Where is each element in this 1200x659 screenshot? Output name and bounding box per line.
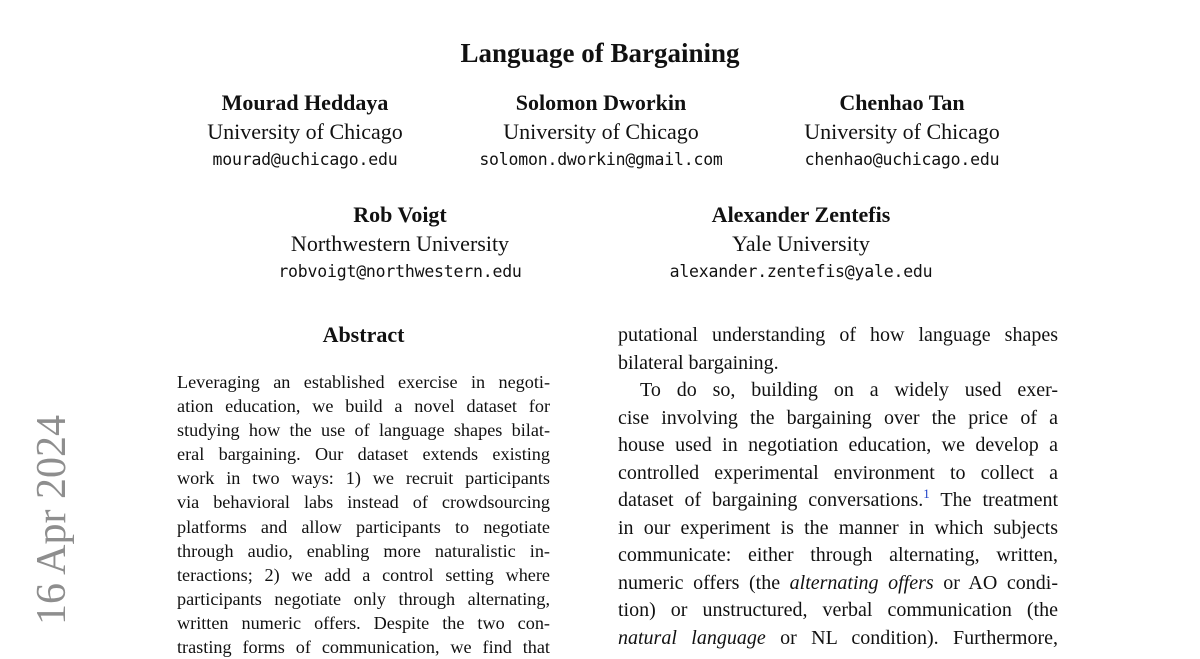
emphasis-text: natural language (618, 626, 766, 649)
abstract-line: studying how the use of language shapes bilat- (177, 420, 550, 441)
abstract-line: via behavioral labs instead of crowdsourcing (177, 492, 550, 513)
body-text-column (618, 322, 1058, 652)
author-email[interactable]: solomon.dworkin@gmail.com (479, 150, 723, 169)
body-text: or AO condi- (933, 571, 1058, 594)
body-line (618, 570, 1058, 598)
author-name: Solomon Dworkin (515, 90, 687, 115)
body-text: or NL condition). Furthermore, (765, 626, 1058, 649)
author-block (278, 200, 521, 286)
author-email[interactable]: chenhao@uchicago.edu (804, 150, 1000, 169)
abstract-line: trasting forms of communication, we find that (177, 637, 550, 658)
abstract-line: eral bargaining. Our dataset extends existing (177, 444, 550, 465)
footnote-marker[interactable]: 1 (923, 486, 930, 501)
body-text: The treatment (929, 489, 1058, 511)
abstract-line: work in two ways: 1) we recruit participants (177, 468, 550, 489)
author-block (804, 88, 1000, 174)
author-name: Chenhao Tan (839, 90, 965, 115)
author-name: Mourad Heddaya (221, 90, 389, 115)
body-line: communicate: either through alternating, written, (618, 544, 1058, 566)
body-line: cise involving the bargaining over the price of a (618, 406, 1058, 429)
author-name: Alexander Zentefis (711, 202, 891, 227)
author-email[interactable]: mourad@uchicago.edu (212, 150, 398, 169)
abstract-line: ation education, we build a novel dataset for (177, 396, 550, 417)
body-line (618, 487, 1058, 515)
body-line: putational understanding of how language shapes (618, 324, 1058, 346)
abstract-line: teractions; 2) we add a control setting where (177, 564, 550, 585)
arxiv-date-stamp: 16 Apr 2024 (29, 415, 75, 625)
author-name: Rob Voigt (353, 202, 447, 227)
author-email[interactable]: alexander.zentefis@yale.edu (669, 262, 933, 281)
author-affiliation: Northwestern University (290, 231, 510, 256)
author-affiliation: University of Chicago (207, 119, 403, 144)
body-line: controlled experimental environment to collect a (618, 461, 1058, 484)
abstract-line: through audio, enabling more naturalistic in- (177, 540, 550, 561)
body-line: in our experiment is the manner in which subjects (618, 516, 1058, 539)
author-affiliation: University of Chicago (804, 119, 1000, 144)
author-block (670, 200, 933, 286)
author-block (479, 88, 722, 174)
body-text: numeric offers (the (618, 571, 790, 594)
abstract-line: participants negotiate only through alternating, (177, 588, 550, 609)
author-affiliation: University of Chicago (503, 119, 699, 144)
body-line: bilateral bargaining. (618, 351, 779, 374)
body-line: tion) or unstructured, verbal communication (the (618, 599, 1058, 621)
paper-title: Language of Bargaining (460, 38, 740, 68)
body-line: To do so, building on a widely used exer- (640, 379, 1058, 401)
abstract-line: Leveraging an established exercise in negoti- (177, 372, 550, 392)
body-line: house used in negotiation education, we develop a (618, 434, 1058, 456)
author-affiliation: Yale University (732, 231, 870, 256)
abstract-heading: Abstract (322, 322, 405, 347)
author-block (207, 88, 403, 174)
emphasis-text: alternating offers (789, 571, 934, 594)
author-email[interactable]: robvoigt@northwestern.edu (278, 262, 522, 281)
abstract-text (177, 370, 550, 659)
body-text: dataset of bargaining conversations. (618, 489, 924, 511)
abstract-line: platforms and allow participants to negotiate (177, 516, 550, 537)
abstract-line: written numeric offers. Despite the two con- (177, 612, 550, 633)
